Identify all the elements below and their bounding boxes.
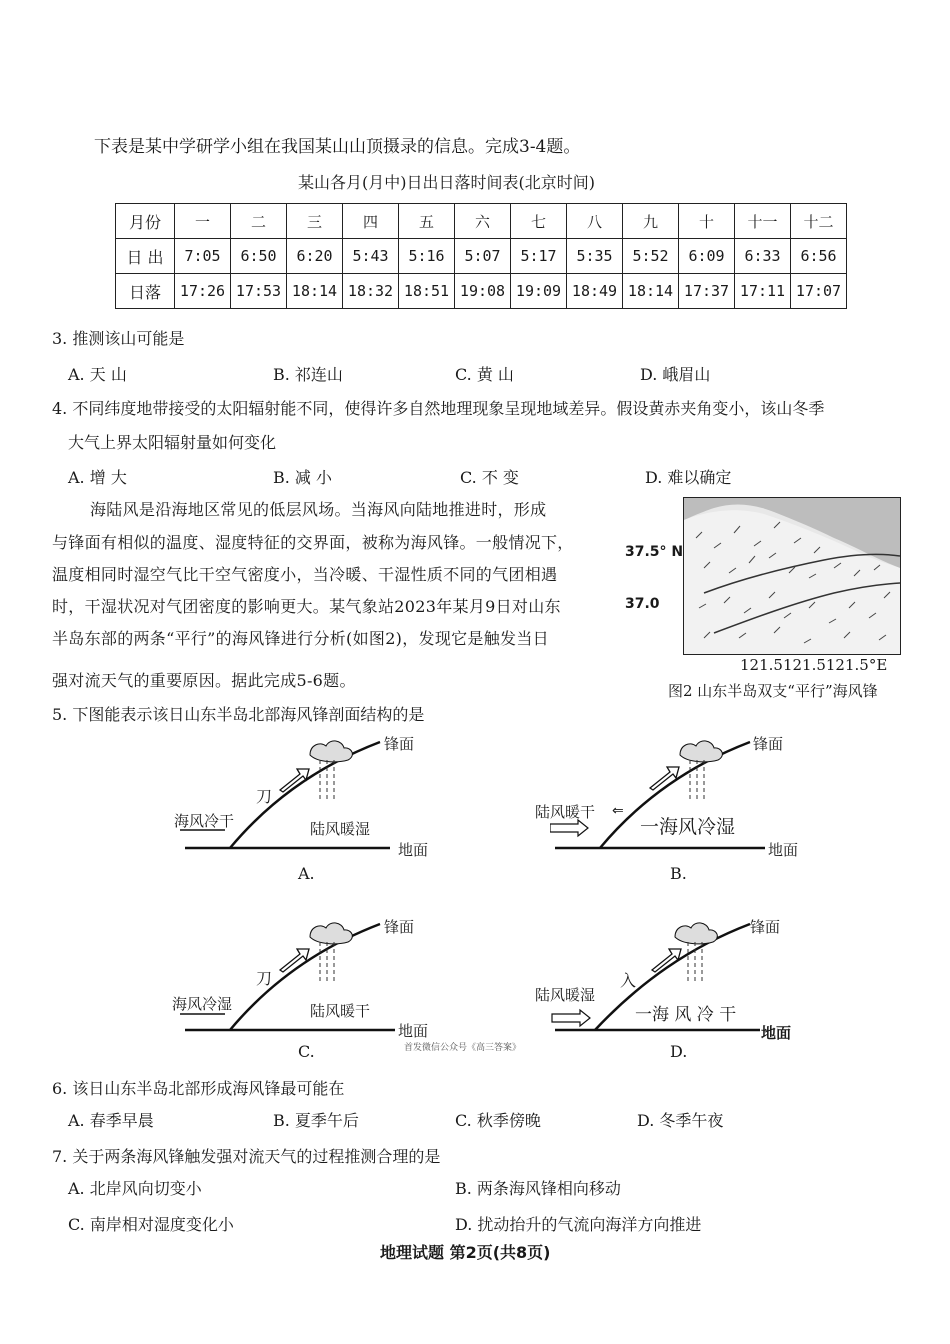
sunset-cell: 19:09 <box>511 274 567 309</box>
watermark: 首发微信公众号《高三答案》 <box>404 1043 522 1053</box>
diagram-a-arrow: 刀 <box>256 787 273 806</box>
diagram-a-front: 锋面 <box>384 735 415 753</box>
q7-option-d: D. 扰动抬升的气流向海洋方向推进 <box>455 1215 702 1234</box>
diagram-d-ground: 地面 <box>761 1024 792 1042</box>
passage-line: 半岛东部的两条“平行”的海风锋进行分析(如图2)，发现它是触发当日 <box>52 629 549 648</box>
sunset-cell: 18:14 <box>623 274 679 309</box>
q3-option-c: C. 黄 山 <box>455 365 514 384</box>
diagram-d-letter: D. <box>670 1042 688 1061</box>
q7-option-b: B. 两条海风锋相向移动 <box>455 1179 621 1198</box>
diagram-d-front: 锋面 <box>750 918 781 936</box>
month-cell: 六 <box>455 204 511 239</box>
diagram-c-letter: C. <box>298 1042 315 1061</box>
intro-3-4: 下表是某中学研学小组在我国某山山顶摄录的信息。完成3-4题。 <box>94 137 581 157</box>
diagram-a-mass: 陆风暖湿 <box>310 820 371 838</box>
month-cell: 五 <box>399 204 455 239</box>
q4-option-d: D. 难以确定 <box>645 468 732 487</box>
q4-option-c: C. 不 变 <box>460 468 519 487</box>
table-header-label: 月份 <box>116 204 175 239</box>
page-footer: 地理试题 第2页(共8页) <box>380 1243 551 1262</box>
sunrise-cell: 5:43 <box>343 239 399 274</box>
month-cell: 十 <box>679 204 735 239</box>
sunrise-cell: 6:33 <box>735 239 791 274</box>
month-cell: 七 <box>511 204 567 239</box>
diagram-d-arrow: 入 <box>620 971 637 990</box>
diagram-d-mass: 一海 风 冷 干 <box>635 1005 737 1025</box>
map-drawing <box>684 498 900 654</box>
sunset-cell: 18:51 <box>399 274 455 309</box>
sunrise-cell: 6:56 <box>791 239 847 274</box>
q6-stem: 6. 该日山东半岛北部形成海风锋最可能在 <box>52 1079 345 1098</box>
table-title: 某山各月(月中)日出日落时间表(北京时间) <box>298 173 595 192</box>
passage-line: 时，干湿状况对气团密度的影响更大。某气象站2023年某月9日对山东 <box>52 597 561 616</box>
month-cell: 九 <box>623 204 679 239</box>
diagram-b-mass: 一海风冷湿 <box>640 816 736 838</box>
table-row <box>116 239 847 274</box>
q6-option-a: A. 春季早晨 <box>68 1111 154 1130</box>
month-cell: 三 <box>287 204 343 239</box>
passage-line: 海陆风是沿海地区常见的低层风场。当海风向陆地推进时，形成 <box>90 500 547 519</box>
q4-option-a: A. 增 大 <box>68 468 127 487</box>
q3-option-a: A. 天 山 <box>68 365 127 384</box>
sunset-cell: 17:07 <box>791 274 847 309</box>
passage-line: 强对流天气的重要原因。据此完成5-6题。 <box>52 671 356 690</box>
q6-option-d: D. 冬季午夜 <box>637 1111 724 1130</box>
sunrise-cell: 5:16 <box>399 239 455 274</box>
table-row <box>116 274 847 309</box>
sunrise-cell: 5:35 <box>567 239 623 274</box>
diagram-a-letter: A. <box>298 864 315 883</box>
diagram-b-letter: B. <box>670 864 687 883</box>
sunrise-label: 日 出 <box>116 239 175 274</box>
q4-option-b: B. 减 小 <box>273 468 333 487</box>
diagram-d-inflow: 陆风暖湿 <box>535 986 596 1004</box>
sunset-label: 日落 <box>116 274 175 309</box>
sunrise-cell: 7:05 <box>175 239 231 274</box>
q4-stem-line2: 大气上界太阳辐射量如何变化 <box>68 433 277 452</box>
sunset-cell: 18:32 <box>343 274 399 309</box>
sunset-cell: 17:11 <box>735 274 791 309</box>
sunset-cell: 18:14 <box>287 274 343 309</box>
sunrise-sunset-table <box>115 203 847 309</box>
passage-line: 温度相同时湿空气比干空气密度小，当冷暖、干湿性质不同的气团相遇 <box>52 565 558 584</box>
month-cell: 二 <box>231 204 287 239</box>
diagram-b-ground: 地面 <box>768 841 799 859</box>
month-cell: 四 <box>343 204 399 239</box>
q3-option-b: B. 祁连山 <box>273 365 343 384</box>
diagram-c-arrow: 刀 <box>256 969 273 988</box>
q3-stem: 3. 推测该山可能是 <box>52 329 185 348</box>
map-lat-bottom: 37.0 <box>625 596 660 612</box>
month-cell: 一 <box>175 204 231 239</box>
q6-option-b: B. 夏季午后 <box>273 1111 359 1130</box>
sunset-cell: 18:49 <box>567 274 623 309</box>
diagram-c-ground: 地面 <box>398 1022 429 1040</box>
diagram-a-ground: 地面 <box>398 841 429 859</box>
sunrise-cell: 6:20 <box>287 239 343 274</box>
diagram-b-arrow: ⇐ <box>612 803 624 819</box>
sunrise-cell: 6:50 <box>231 239 287 274</box>
sunset-cell: 17:37 <box>679 274 735 309</box>
sunrise-cell: 6:09 <box>679 239 735 274</box>
sunrise-cell: 5:07 <box>455 239 511 274</box>
map-lat-top: 37.5° N <box>625 544 684 560</box>
table-row <box>116 204 847 239</box>
month-cell: 十二 <box>791 204 847 239</box>
diagram-c-front: 锋面 <box>384 918 415 936</box>
q7-option-c: C. 南岸相对湿度变化小 <box>68 1215 234 1234</box>
q3-option-d: D. 峨眉山 <box>640 365 711 384</box>
q7-option-a: A. 北岸风向切变小 <box>68 1179 202 1198</box>
q4-stem-line1: 4. 不同纬度地带接受的太阳辐射能不同，使得许多自然地理现象呈现地域差异。假设黄赤夹角变小，该山冬季 <box>52 399 825 418</box>
sunset-cell: 19:08 <box>455 274 511 309</box>
passage-line: 与锋面有相似的温度、湿度特征的交界面，被称为海风锋。一般情况下， <box>52 533 574 552</box>
month-cell: 八 <box>567 204 623 239</box>
diagram-c-inflow: 海风冷湿 <box>172 995 233 1013</box>
sunrise-cell: 5:17 <box>511 239 567 274</box>
diagram-b-inflow: 陆风暖干 <box>535 803 596 821</box>
sunrise-cell: 5:52 <box>623 239 679 274</box>
diagram-c-mass: 陆风暖干 <box>310 1002 371 1020</box>
map-lon-labels: 121.5121.5121.5°E <box>740 656 888 674</box>
map-caption: 图2 山东半岛双支“平行”海风锋 <box>668 682 878 700</box>
q7-stem: 7. 关于两条海风锋触发强对流天气的过程推测合理的是 <box>52 1147 441 1166</box>
q5-stem: 5. 下图能表示该日山东半岛北部海风锋剖面结构的是 <box>52 705 425 724</box>
q6-option-c: C. 秋季傍晚 <box>455 1111 541 1130</box>
month-cell: 十一 <box>735 204 791 239</box>
sunset-cell: 17:53 <box>231 274 287 309</box>
sunset-cell: 17:26 <box>175 274 231 309</box>
sea-breeze-map <box>683 497 901 655</box>
diagram-b-front: 锋面 <box>753 735 784 753</box>
diagram-a-inflow: 海风冷干 <box>174 812 235 830</box>
